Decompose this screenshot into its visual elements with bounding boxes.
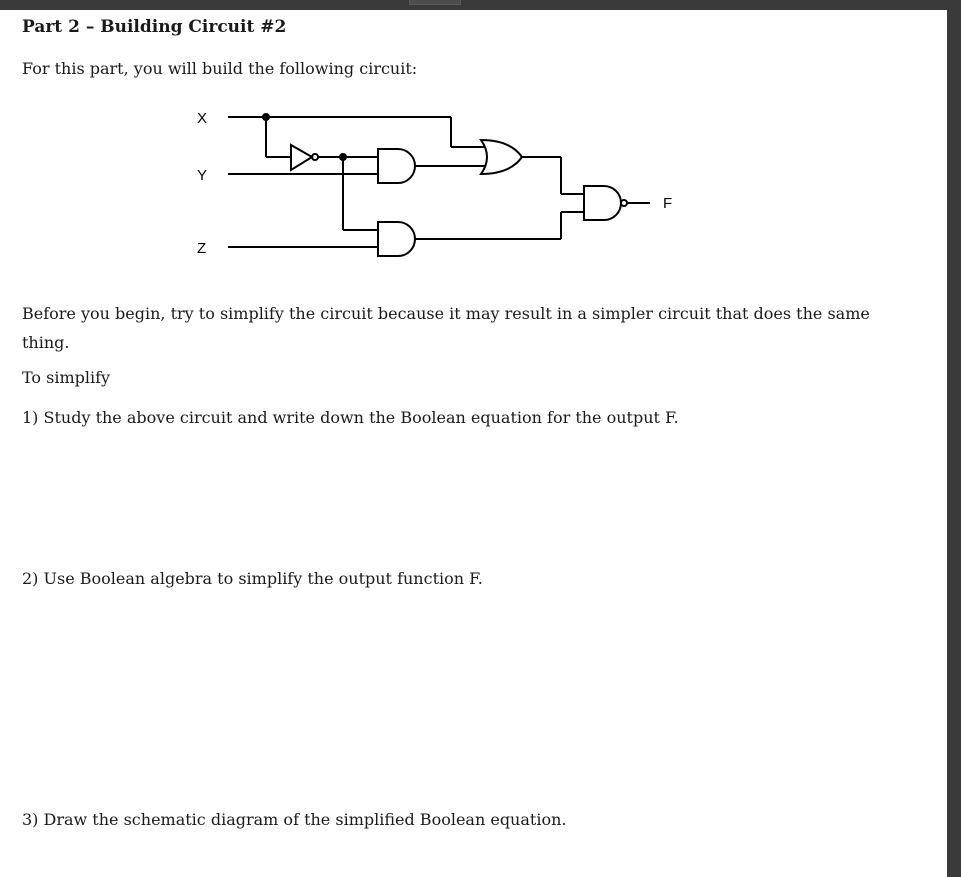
to-simplify-label: To simplify	[22, 368, 111, 387]
paragraph-before: Before you begin, try to simplify the circuit because it may result in a simpler circuit that does the same thing.	[22, 304, 870, 352]
intro-text: For this part, you will build the following circuit:	[22, 59, 418, 78]
section-title: Part 2 – Building Circuit #2	[22, 17, 287, 37]
nand-gate-bubble	[621, 200, 627, 206]
or-gate	[481, 140, 522, 174]
question-1: 1) Study the above circuit and write down the Boolean equation for the output F.	[22, 408, 679, 427]
not-gate-bubble	[312, 154, 318, 160]
junction-dot-x	[262, 113, 270, 121]
nand-gate	[584, 186, 621, 220]
question-3: 3) Draw the schematic diagram of the simplified Boolean equation.	[22, 810, 567, 829]
and-gate-bottom	[378, 222, 415, 256]
label-x: X	[197, 110, 208, 127]
label-y: Y	[197, 167, 208, 184]
question-2: 2) Use Boolean algebra to simplify the output function F.	[22, 569, 483, 588]
label-f: F	[663, 195, 673, 212]
junction-dot-notx	[339, 153, 347, 161]
and-gate-top	[378, 149, 415, 183]
not-gate	[291, 145, 312, 170]
circuit-diagram	[0, 0, 961, 290]
label-z: Z	[197, 240, 207, 257]
